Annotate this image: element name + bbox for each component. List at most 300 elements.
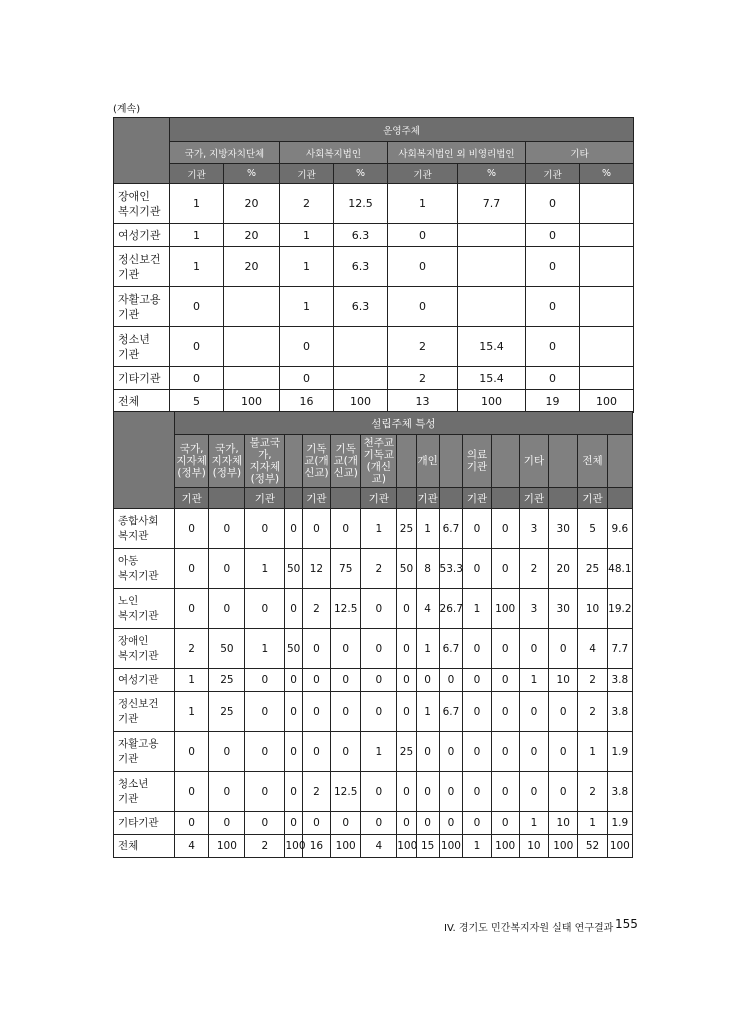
data-cell: 1 bbox=[170, 184, 224, 224]
data-cell: 4 bbox=[361, 835, 397, 858]
data-cell: 0 bbox=[245, 772, 285, 812]
data-cell: 0 bbox=[439, 812, 463, 835]
data-cell: 4 bbox=[416, 589, 439, 629]
data-cell: 1 bbox=[280, 247, 334, 287]
data-cell: 0 bbox=[463, 772, 491, 812]
data-cell: 1 bbox=[519, 812, 548, 835]
data-cell: 0 bbox=[331, 692, 361, 732]
data-cell: 20 bbox=[224, 247, 280, 287]
data-cell: 0 bbox=[549, 732, 578, 772]
data-cell: 1 bbox=[174, 692, 209, 732]
row-label: 장애인 복지기관 bbox=[114, 184, 170, 224]
data-cell: 0 bbox=[463, 629, 491, 669]
table-row bbox=[114, 327, 634, 367]
data-cell: 0 bbox=[439, 772, 463, 812]
data-cell: 20 bbox=[549, 549, 578, 589]
row-label: 자활고용 기관 bbox=[114, 287, 170, 327]
table-row bbox=[114, 287, 634, 327]
data-cell: 0 bbox=[397, 669, 417, 692]
row-label: 전체 bbox=[114, 835, 175, 858]
data-cell: 1.9 bbox=[607, 812, 632, 835]
row-label: 여성기관 bbox=[114, 669, 175, 692]
data-cell: 0 bbox=[302, 692, 330, 732]
table-row bbox=[114, 247, 634, 287]
data-cell: 2 bbox=[388, 327, 458, 367]
data-cell: 25 bbox=[578, 549, 607, 589]
group-subheader: 의료 기관 bbox=[463, 435, 491, 488]
org-header: 기타 bbox=[526, 142, 634, 164]
sub-header bbox=[491, 488, 519, 509]
data-cell: 1 bbox=[174, 669, 209, 692]
sub-header bbox=[331, 488, 361, 509]
data-cell: 0 bbox=[397, 589, 417, 629]
data-cell: 1 bbox=[416, 509, 439, 549]
data-cell: 0 bbox=[245, 692, 285, 732]
data-cell: 6.3 bbox=[334, 287, 388, 327]
row-label: 장애인 복지기관 bbox=[114, 629, 175, 669]
data-cell: 0 bbox=[397, 629, 417, 669]
data-cell: 100 bbox=[331, 835, 361, 858]
data-cell: 0 bbox=[285, 589, 302, 629]
data-cell: 1 bbox=[170, 247, 224, 287]
founding-entity-table bbox=[113, 411, 633, 858]
data-cell: 10 bbox=[549, 812, 578, 835]
sub-header bbox=[285, 488, 302, 509]
data-cell bbox=[334, 327, 388, 367]
data-cell: 50 bbox=[285, 549, 302, 589]
data-cell: 3.8 bbox=[607, 692, 632, 732]
group-subheader bbox=[549, 435, 578, 488]
sub-header: 기관 bbox=[463, 488, 491, 509]
data-cell bbox=[458, 247, 526, 287]
data-cell: 0 bbox=[245, 669, 285, 692]
data-cell: 0 bbox=[439, 669, 463, 692]
data-cell: 0 bbox=[463, 669, 491, 692]
data-cell: 1 bbox=[280, 224, 334, 247]
data-cell: 0 bbox=[361, 692, 397, 732]
data-cell: 15.4 bbox=[458, 327, 526, 367]
data-cell: 0 bbox=[526, 367, 580, 390]
data-cell: 3.8 bbox=[607, 669, 632, 692]
org-header: 국가, 지방자치단체 bbox=[170, 142, 280, 164]
data-cell: 0 bbox=[549, 772, 578, 812]
data-cell: 0 bbox=[361, 669, 397, 692]
data-cell: 100 bbox=[224, 390, 280, 413]
data-cell: 19.2 bbox=[607, 589, 632, 629]
sub-header bbox=[397, 488, 417, 509]
data-cell: 13 bbox=[388, 390, 458, 413]
operating-entity-table bbox=[113, 117, 634, 413]
row-label: 청소년 기관 bbox=[114, 772, 175, 812]
data-cell: 12.5 bbox=[331, 589, 361, 629]
row-label: 자활고용 기관 bbox=[114, 732, 175, 772]
data-cell: 0 bbox=[361, 812, 397, 835]
data-cell: 0 bbox=[174, 549, 209, 589]
data-cell: 1 bbox=[280, 287, 334, 327]
sub-header: 기관 bbox=[526, 164, 580, 184]
data-cell: 0 bbox=[280, 367, 334, 390]
sub-header: % bbox=[458, 164, 526, 184]
row-label: 아동 복지기관 bbox=[114, 549, 175, 589]
data-cell: 0 bbox=[285, 692, 302, 732]
data-cell: 10 bbox=[549, 669, 578, 692]
sub-header bbox=[439, 488, 463, 509]
data-cell: 0 bbox=[463, 692, 491, 732]
data-cell bbox=[580, 224, 634, 247]
group-subheader: 불교국가, 지자체 (정부) bbox=[245, 435, 285, 488]
data-cell: 12.5 bbox=[334, 184, 388, 224]
data-cell: 8 bbox=[416, 549, 439, 589]
data-cell: 0 bbox=[285, 669, 302, 692]
data-cell: 0 bbox=[519, 629, 548, 669]
data-cell: 1 bbox=[519, 669, 548, 692]
org-header: 사회복지법인 외 비영리법인 bbox=[388, 142, 526, 164]
data-cell: 0 bbox=[519, 692, 548, 732]
data-cell: 0 bbox=[245, 589, 285, 629]
table-corner-cell bbox=[114, 412, 175, 509]
data-cell: 12.5 bbox=[331, 772, 361, 812]
page-number: 155 bbox=[615, 917, 638, 931]
data-cell: 1 bbox=[578, 812, 607, 835]
data-cell: 16 bbox=[302, 835, 330, 858]
data-cell: 0 bbox=[361, 589, 397, 629]
data-cell: 0 bbox=[209, 772, 245, 812]
data-cell: 0 bbox=[526, 287, 580, 327]
group-subheader: 기타 bbox=[519, 435, 548, 488]
table-row bbox=[114, 224, 634, 247]
row-label: 종합사회 복지관 bbox=[114, 509, 175, 549]
data-cell: 0 bbox=[285, 812, 302, 835]
data-cell: 0 bbox=[491, 509, 519, 549]
data-cell: 100 bbox=[458, 390, 526, 413]
data-cell: 0 bbox=[491, 692, 519, 732]
data-cell: 0 bbox=[302, 509, 330, 549]
data-cell bbox=[580, 287, 634, 327]
data-cell: 0 bbox=[463, 812, 491, 835]
data-cell: 0 bbox=[285, 509, 302, 549]
sub-header bbox=[607, 488, 632, 509]
data-cell: 6.3 bbox=[334, 247, 388, 287]
data-cell: 20 bbox=[224, 184, 280, 224]
data-cell: 7.7 bbox=[458, 184, 526, 224]
group-subheader: 기독 교(개 신교) bbox=[302, 435, 330, 488]
data-cell: 100 bbox=[439, 835, 463, 858]
data-cell: 0 bbox=[491, 669, 519, 692]
data-cell: 30 bbox=[549, 509, 578, 549]
data-cell: 20 bbox=[224, 224, 280, 247]
row-label: 기타기관 bbox=[114, 367, 170, 390]
group-subheader bbox=[285, 435, 302, 488]
data-cell: 25 bbox=[209, 692, 245, 732]
data-cell: 15 bbox=[416, 835, 439, 858]
data-cell: 0 bbox=[397, 772, 417, 812]
data-cell: 0 bbox=[170, 287, 224, 327]
data-cell: 0 bbox=[519, 772, 548, 812]
sub-header: 기관 bbox=[280, 164, 334, 184]
data-cell: 0 bbox=[174, 589, 209, 629]
data-cell: 2 bbox=[361, 549, 397, 589]
data-cell: 0 bbox=[397, 812, 417, 835]
data-cell: 26.7 bbox=[439, 589, 463, 629]
data-cell: 50 bbox=[285, 629, 302, 669]
sub-header: 기관 bbox=[245, 488, 285, 509]
data-cell: 100 bbox=[491, 589, 519, 629]
data-cell: 25 bbox=[209, 669, 245, 692]
data-cell: 12 bbox=[302, 549, 330, 589]
data-cell: 100 bbox=[491, 835, 519, 858]
data-cell: 100 bbox=[334, 390, 388, 413]
data-cell: 0 bbox=[174, 509, 209, 549]
data-cell: 2 bbox=[578, 772, 607, 812]
table-row bbox=[114, 629, 633, 669]
data-cell: 0 bbox=[170, 327, 224, 367]
table-row bbox=[114, 692, 633, 732]
data-cell: 50 bbox=[209, 629, 245, 669]
data-cell: 3 bbox=[519, 589, 548, 629]
group-subheader: 개인 bbox=[416, 435, 439, 488]
data-cell: 1 bbox=[170, 224, 224, 247]
row-label: 정신보건 기관 bbox=[114, 692, 175, 732]
data-cell: 100 bbox=[549, 835, 578, 858]
group-subheader bbox=[607, 435, 632, 488]
data-cell: 48.1 bbox=[607, 549, 632, 589]
data-cell bbox=[334, 367, 388, 390]
data-cell: 1 bbox=[463, 835, 491, 858]
sub-header bbox=[209, 488, 245, 509]
data-cell: 2 bbox=[578, 692, 607, 732]
data-cell: 25 bbox=[397, 732, 417, 772]
sub-header: 기관 bbox=[416, 488, 439, 509]
data-cell: 0 bbox=[526, 247, 580, 287]
group-subheader bbox=[491, 435, 519, 488]
table-row bbox=[114, 509, 633, 549]
data-cell: 52 bbox=[578, 835, 607, 858]
data-cell: 0 bbox=[209, 589, 245, 629]
data-cell: 1 bbox=[463, 589, 491, 629]
table-row bbox=[114, 390, 634, 413]
data-cell: 0 bbox=[170, 367, 224, 390]
org-header: 사회복지법인 bbox=[280, 142, 388, 164]
data-cell: 0 bbox=[416, 812, 439, 835]
group-header: 설립주체 특성 bbox=[174, 412, 632, 435]
sub-header: 기관 bbox=[578, 488, 607, 509]
data-cell: 100 bbox=[397, 835, 417, 858]
data-cell: 0 bbox=[549, 692, 578, 732]
data-cell: 0 bbox=[331, 509, 361, 549]
data-cell: 0 bbox=[209, 732, 245, 772]
group-subheader bbox=[397, 435, 417, 488]
table-corner-cell bbox=[114, 118, 170, 184]
data-cell: 0 bbox=[280, 327, 334, 367]
data-cell bbox=[458, 224, 526, 247]
running-footer: IV. 경기도 민간복지자원 실태 연구결과 bbox=[444, 923, 614, 934]
data-cell: 25 bbox=[397, 509, 417, 549]
data-cell: 0 bbox=[285, 732, 302, 772]
data-cell: 10 bbox=[519, 835, 548, 858]
data-cell: 15.4 bbox=[458, 367, 526, 390]
data-cell bbox=[580, 184, 634, 224]
data-cell: 7.7 bbox=[607, 629, 632, 669]
data-cell: 0 bbox=[416, 772, 439, 812]
data-cell: 1 bbox=[416, 629, 439, 669]
data-cell: 0 bbox=[331, 812, 361, 835]
data-cell: 0 bbox=[245, 732, 285, 772]
data-cell: 0 bbox=[388, 224, 458, 247]
data-cell: 1 bbox=[361, 509, 397, 549]
data-cell: 0 bbox=[331, 732, 361, 772]
sub-header: % bbox=[334, 164, 388, 184]
data-cell: 0 bbox=[302, 812, 330, 835]
data-cell: 0 bbox=[526, 184, 580, 224]
data-cell: 2 bbox=[519, 549, 548, 589]
data-cell: 0 bbox=[285, 772, 302, 812]
data-cell: 0 bbox=[519, 732, 548, 772]
data-cell: 30 bbox=[549, 589, 578, 629]
data-cell: 0 bbox=[491, 549, 519, 589]
data-cell: 1 bbox=[388, 184, 458, 224]
data-cell: 75 bbox=[331, 549, 361, 589]
data-cell: 2 bbox=[302, 772, 330, 812]
data-cell: 0 bbox=[174, 732, 209, 772]
data-cell: 0 bbox=[491, 812, 519, 835]
data-cell bbox=[224, 367, 280, 390]
sub-header: 기관 bbox=[388, 164, 458, 184]
data-cell: 2 bbox=[280, 184, 334, 224]
data-cell: 1 bbox=[578, 732, 607, 772]
data-cell: 4 bbox=[578, 629, 607, 669]
data-cell: 0 bbox=[302, 732, 330, 772]
table-row bbox=[114, 549, 633, 589]
sub-header: 기관 bbox=[302, 488, 330, 509]
data-cell: 0 bbox=[245, 509, 285, 549]
sub-header: 기관 bbox=[170, 164, 224, 184]
sub-header: 기관 bbox=[519, 488, 548, 509]
data-cell: 0 bbox=[331, 629, 361, 669]
data-cell: 0 bbox=[549, 629, 578, 669]
table-row bbox=[114, 812, 633, 835]
data-cell: 0 bbox=[331, 669, 361, 692]
data-cell: 0 bbox=[209, 509, 245, 549]
data-cell: 3.8 bbox=[607, 772, 632, 812]
group-subheader: 국가, 지자체 (정부) bbox=[174, 435, 209, 488]
data-cell: 0 bbox=[361, 772, 397, 812]
data-cell bbox=[458, 287, 526, 327]
data-cell: 1 bbox=[361, 732, 397, 772]
data-cell: 9.6 bbox=[607, 509, 632, 549]
data-cell: 0 bbox=[463, 732, 491, 772]
data-cell: 100 bbox=[607, 835, 632, 858]
data-cell: 0 bbox=[388, 247, 458, 287]
data-cell: 0 bbox=[174, 772, 209, 812]
data-cell: 1 bbox=[416, 692, 439, 732]
data-cell: 10 bbox=[578, 589, 607, 629]
continued-note: (계속) bbox=[113, 104, 141, 115]
table-row bbox=[114, 772, 633, 812]
data-cell: 50 bbox=[397, 549, 417, 589]
data-cell: 0 bbox=[174, 812, 209, 835]
data-cell: 0 bbox=[302, 669, 330, 692]
data-cell: 53.3 bbox=[439, 549, 463, 589]
data-cell: 0 bbox=[209, 812, 245, 835]
data-cell: 0 bbox=[439, 732, 463, 772]
data-cell: 0 bbox=[491, 772, 519, 812]
data-cell: 6.7 bbox=[439, 509, 463, 549]
sub-header: % bbox=[580, 164, 634, 184]
table-row bbox=[114, 589, 633, 629]
data-cell: 100 bbox=[285, 835, 302, 858]
table-row bbox=[114, 367, 634, 390]
row-label: 노인 복지기관 bbox=[114, 589, 175, 629]
data-cell: 0 bbox=[209, 549, 245, 589]
data-cell: 2 bbox=[174, 629, 209, 669]
data-cell: 2 bbox=[302, 589, 330, 629]
data-cell: 0 bbox=[526, 224, 580, 247]
data-cell: 0 bbox=[388, 287, 458, 327]
sub-header: 기관 bbox=[174, 488, 209, 509]
sub-header: % bbox=[224, 164, 280, 184]
data-cell: 2 bbox=[578, 669, 607, 692]
data-cell: 5 bbox=[578, 509, 607, 549]
group-subheader: 기독 교(개 신교) bbox=[331, 435, 361, 488]
data-cell: 0 bbox=[397, 692, 417, 732]
row-label: 정신보건 기관 bbox=[114, 247, 170, 287]
data-cell: 1 bbox=[245, 629, 285, 669]
data-cell: 0 bbox=[463, 509, 491, 549]
sub-header: 기관 bbox=[361, 488, 397, 509]
data-cell: 1 bbox=[245, 549, 285, 589]
data-cell: 1.9 bbox=[607, 732, 632, 772]
data-cell: 2 bbox=[245, 835, 285, 858]
group-subheader bbox=[439, 435, 463, 488]
data-cell bbox=[224, 287, 280, 327]
group-subheader: 국가, 지자체 (정부) bbox=[209, 435, 245, 488]
row-label: 기타기관 bbox=[114, 812, 175, 835]
data-cell: 6.3 bbox=[334, 224, 388, 247]
data-cell: 4 bbox=[174, 835, 209, 858]
table-row bbox=[114, 732, 633, 772]
data-cell: 2 bbox=[388, 367, 458, 390]
data-cell bbox=[580, 327, 634, 367]
data-cell: 5 bbox=[170, 390, 224, 413]
data-cell bbox=[580, 367, 634, 390]
data-cell: 19 bbox=[526, 390, 580, 413]
group-header: 운영주체 bbox=[170, 118, 634, 142]
data-cell: 0 bbox=[463, 549, 491, 589]
data-cell: 6.7 bbox=[439, 629, 463, 669]
data-cell: 0 bbox=[526, 327, 580, 367]
data-cell: 0 bbox=[361, 629, 397, 669]
data-cell: 0 bbox=[302, 629, 330, 669]
table-row bbox=[114, 669, 633, 692]
data-cell: 3 bbox=[519, 509, 548, 549]
data-cell: 100 bbox=[209, 835, 245, 858]
data-cell: 0 bbox=[245, 812, 285, 835]
sub-header bbox=[549, 488, 578, 509]
table-row bbox=[114, 835, 633, 858]
data-cell: 0 bbox=[491, 732, 519, 772]
row-label: 전체 bbox=[114, 390, 170, 413]
row-label: 여성기관 bbox=[114, 224, 170, 247]
data-cell bbox=[224, 327, 280, 367]
data-cell: 100 bbox=[580, 390, 634, 413]
group-subheader: 천주교 기독교 (개신교) bbox=[361, 435, 397, 488]
table-row bbox=[114, 184, 634, 224]
data-cell: 0 bbox=[416, 732, 439, 772]
row-label: 청소년 기관 bbox=[114, 327, 170, 367]
data-cell: 6.7 bbox=[439, 692, 463, 732]
data-cell: 0 bbox=[416, 669, 439, 692]
data-cell: 0 bbox=[491, 629, 519, 669]
